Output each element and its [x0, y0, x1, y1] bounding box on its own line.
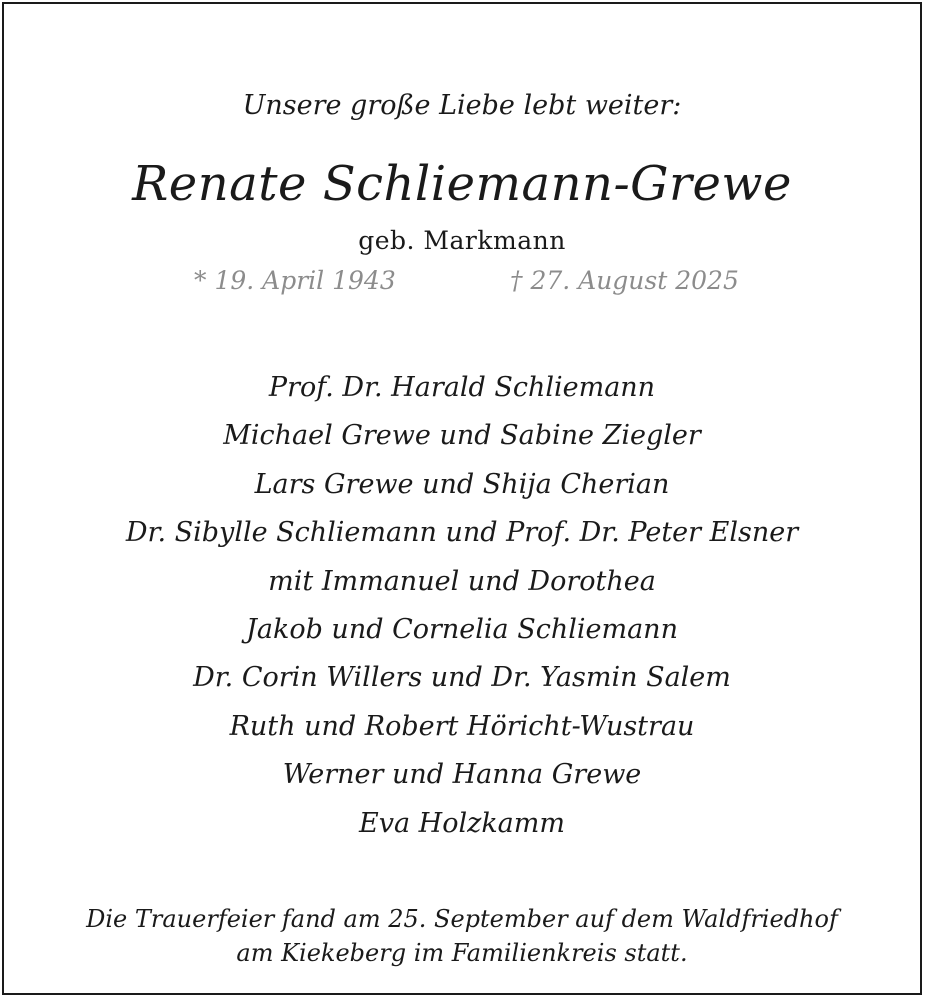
- intro-text: Unsere große Liebe lebt weiter:: [242, 90, 682, 121]
- funeral-line: Die Trauerfeier fand am 25. September auf dem Waldfriedhof: [86, 905, 838, 933]
- obituary-notice: [2, 2, 922, 995]
- mourner-line: Prof. Dr. Harald Schliemann: [268, 372, 656, 403]
- mourner-line: Dr. Sibylle Schliemann und Prof. Dr. Peter Elsner: [125, 517, 799, 549]
- mourner-line: Jakob und Cornelia Schliemann: [246, 614, 678, 646]
- funeral-notice: [4, 902, 920, 970]
- mourner-line: Eva Holzkamm: [359, 807, 565, 839]
- death-date: † 27. August 2025: [510, 266, 739, 295]
- mourner-line: Michael Grewe und Sabine Ziegler: [223, 420, 701, 452]
- mourner-line: Dr. Corin Willers und Dr. Yasmin Salem: [193, 662, 731, 694]
- mourner-line: Lars Grewe und Shija Cherian: [254, 468, 670, 500]
- funeral-line: am Kiekeberg im Familienkreis statt.: [236, 939, 688, 967]
- mourner-line: Werner und Hanna Grewe: [282, 759, 642, 791]
- birth-date: * 19. April 1943: [194, 266, 396, 295]
- maiden-name: geb. Markmann: [358, 226, 566, 255]
- mourner-line: Ruth und Robert Höricht-Wustrau: [229, 710, 695, 742]
- mourner-line: mit Immanuel und Dorothea: [268, 565, 656, 597]
- mourners-list: [4, 364, 920, 848]
- deceased-name: Renate Schliemann-Grewe: [132, 156, 792, 212]
